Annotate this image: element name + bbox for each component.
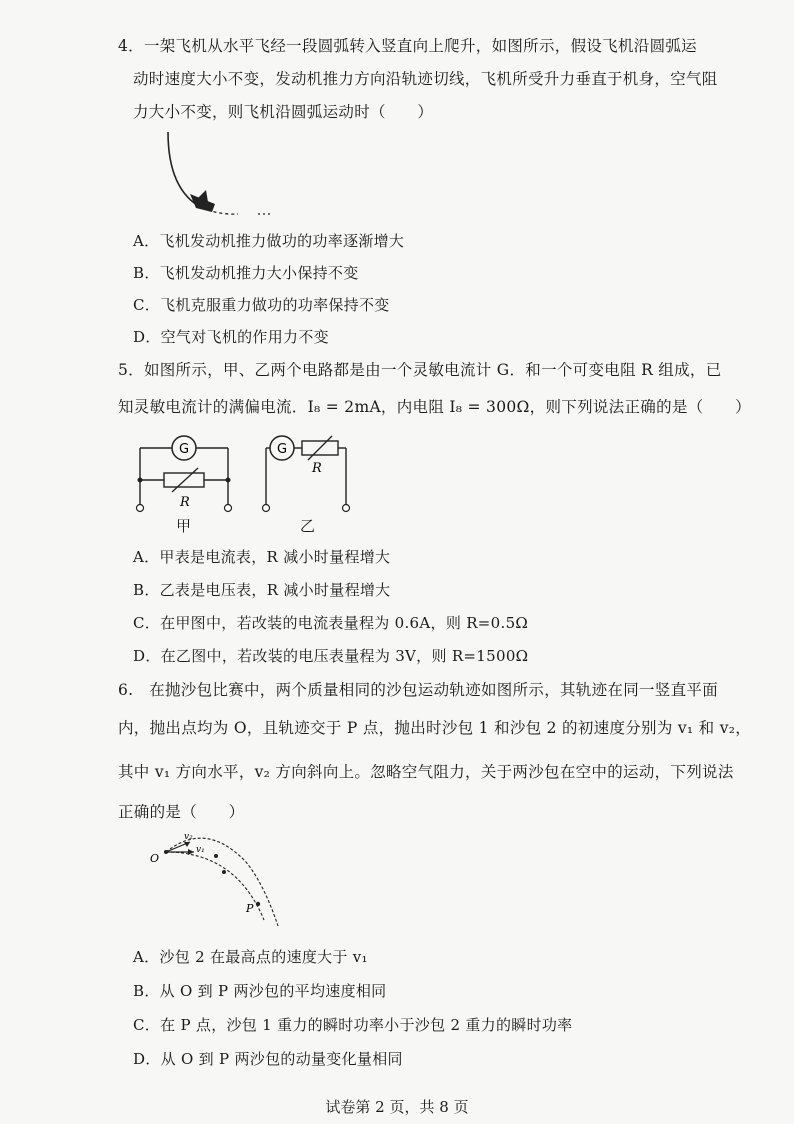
q6-trajectory-figure — [146, 822, 296, 932]
page-footer: 试卷第 2 页，共 8 页 — [325, 1098, 469, 1116]
circuit-yi — [263, 436, 350, 512]
q5-option-d: D．在乙图中，若改装的电压表量程为 3V，则 R=1500Ω — [133, 647, 529, 665]
q4-option-b: B．飞机发动机推力大小保持不变 — [133, 264, 359, 282]
airplane-icon — [190, 190, 215, 212]
q6-option-c: C．在 P 点，沙包 1 重力的瞬时功率小于沙包 2 重力的瞬时功率 — [133, 1016, 573, 1034]
q6-option-b: B．从 O 到 P 两沙包的平均速度相同 — [133, 982, 387, 1000]
q4-option-c: C．飞机克服重力做功的功率保持不变 — [133, 296, 390, 314]
q5-option-a: A．甲表是电流表，R 减小时量程增大 — [133, 548, 391, 566]
origin-label: O — [150, 852, 160, 865]
v1-label: v₁ — [196, 845, 205, 855]
q6-stem-line-1: 6. 在抛沙包比赛中，两个质量相同的沙包运动轨迹如图所示，其轨迹在同一竖直平面 — [118, 681, 718, 699]
q6-option-d: D．从 O 到 P 两沙包的动量变化量相同 — [133, 1050, 403, 1068]
q6-stem-line-2: 内，抛出点均为 O，且轨迹交于 P 点，抛出时沙包 1 和沙包 2 的初速度分别为 v₁ 和 v₂， — [118, 719, 752, 737]
q4-option-d: D．空气对飞机的作用力不变 — [133, 328, 329, 346]
galvanometer-label: G — [178, 442, 190, 457]
q6-stem-line-3: 其中 v₁ 方向水平，v₂ 方向斜向上。忽略空气阻力，关于两沙包在空中的运动，下列说法 — [118, 763, 734, 781]
circuit-jia — [137, 436, 232, 512]
q5-stem-line-1: 5．如图所示，甲、乙两个电路都是由一个灵敏电流计 G．和一个可变电阻 R 组成，已 — [118, 361, 722, 379]
q6-option-a: A．沙包 2 在最高点的速度大于 v₁ — [133, 948, 368, 966]
point-p-label: P — [246, 902, 254, 915]
q4-stem-line-1: 4．一架飞机从水平飞经一段圆弧转入竖直向上爬升，如图所示，假设飞机沿圆弧运 — [118, 37, 697, 55]
resistor-label: R — [180, 495, 190, 510]
q6-stem-line-4: 正确的是（ ） — [118, 803, 245, 821]
q4-stem-line-2: 动时速度大小不变，发动机推力方向沿轨迹切线，飞机所受升力垂直于机身，空气阻 — [133, 70, 718, 88]
v2-label: v₂ — [184, 832, 193, 842]
resistor-label: R — [312, 461, 322, 476]
q4-stem-line-3: 力大小不变，则飞机沿圆弧运动时（ ） — [133, 103, 434, 121]
q5-option-b: B．乙表是电压表，R 减小时量程增大 — [133, 581, 391, 599]
q5-option-c: C．在甲图中，若改装的电流表量程为 0.6A，则 R=0.5Ω — [133, 614, 529, 632]
caption-jia: 甲 — [176, 517, 192, 535]
caption-yi: 乙 — [300, 517, 316, 535]
q4-airplane-arc-figure — [160, 130, 280, 225]
variable-resistor-icon — [164, 473, 204, 487]
q5-stem-line-2: 知灵敏电流计的满偏电流．I₈ = 2mA，内电阻 I₈ = 300Ω，则下列说法正确的是（ ） — [118, 398, 751, 416]
galvanometer-label: G — [276, 442, 288, 457]
q4-option-a: A．飞机发动机推力做功的功率逐渐增大 — [133, 232, 405, 250]
q5-circuit-figure — [128, 428, 368, 538]
